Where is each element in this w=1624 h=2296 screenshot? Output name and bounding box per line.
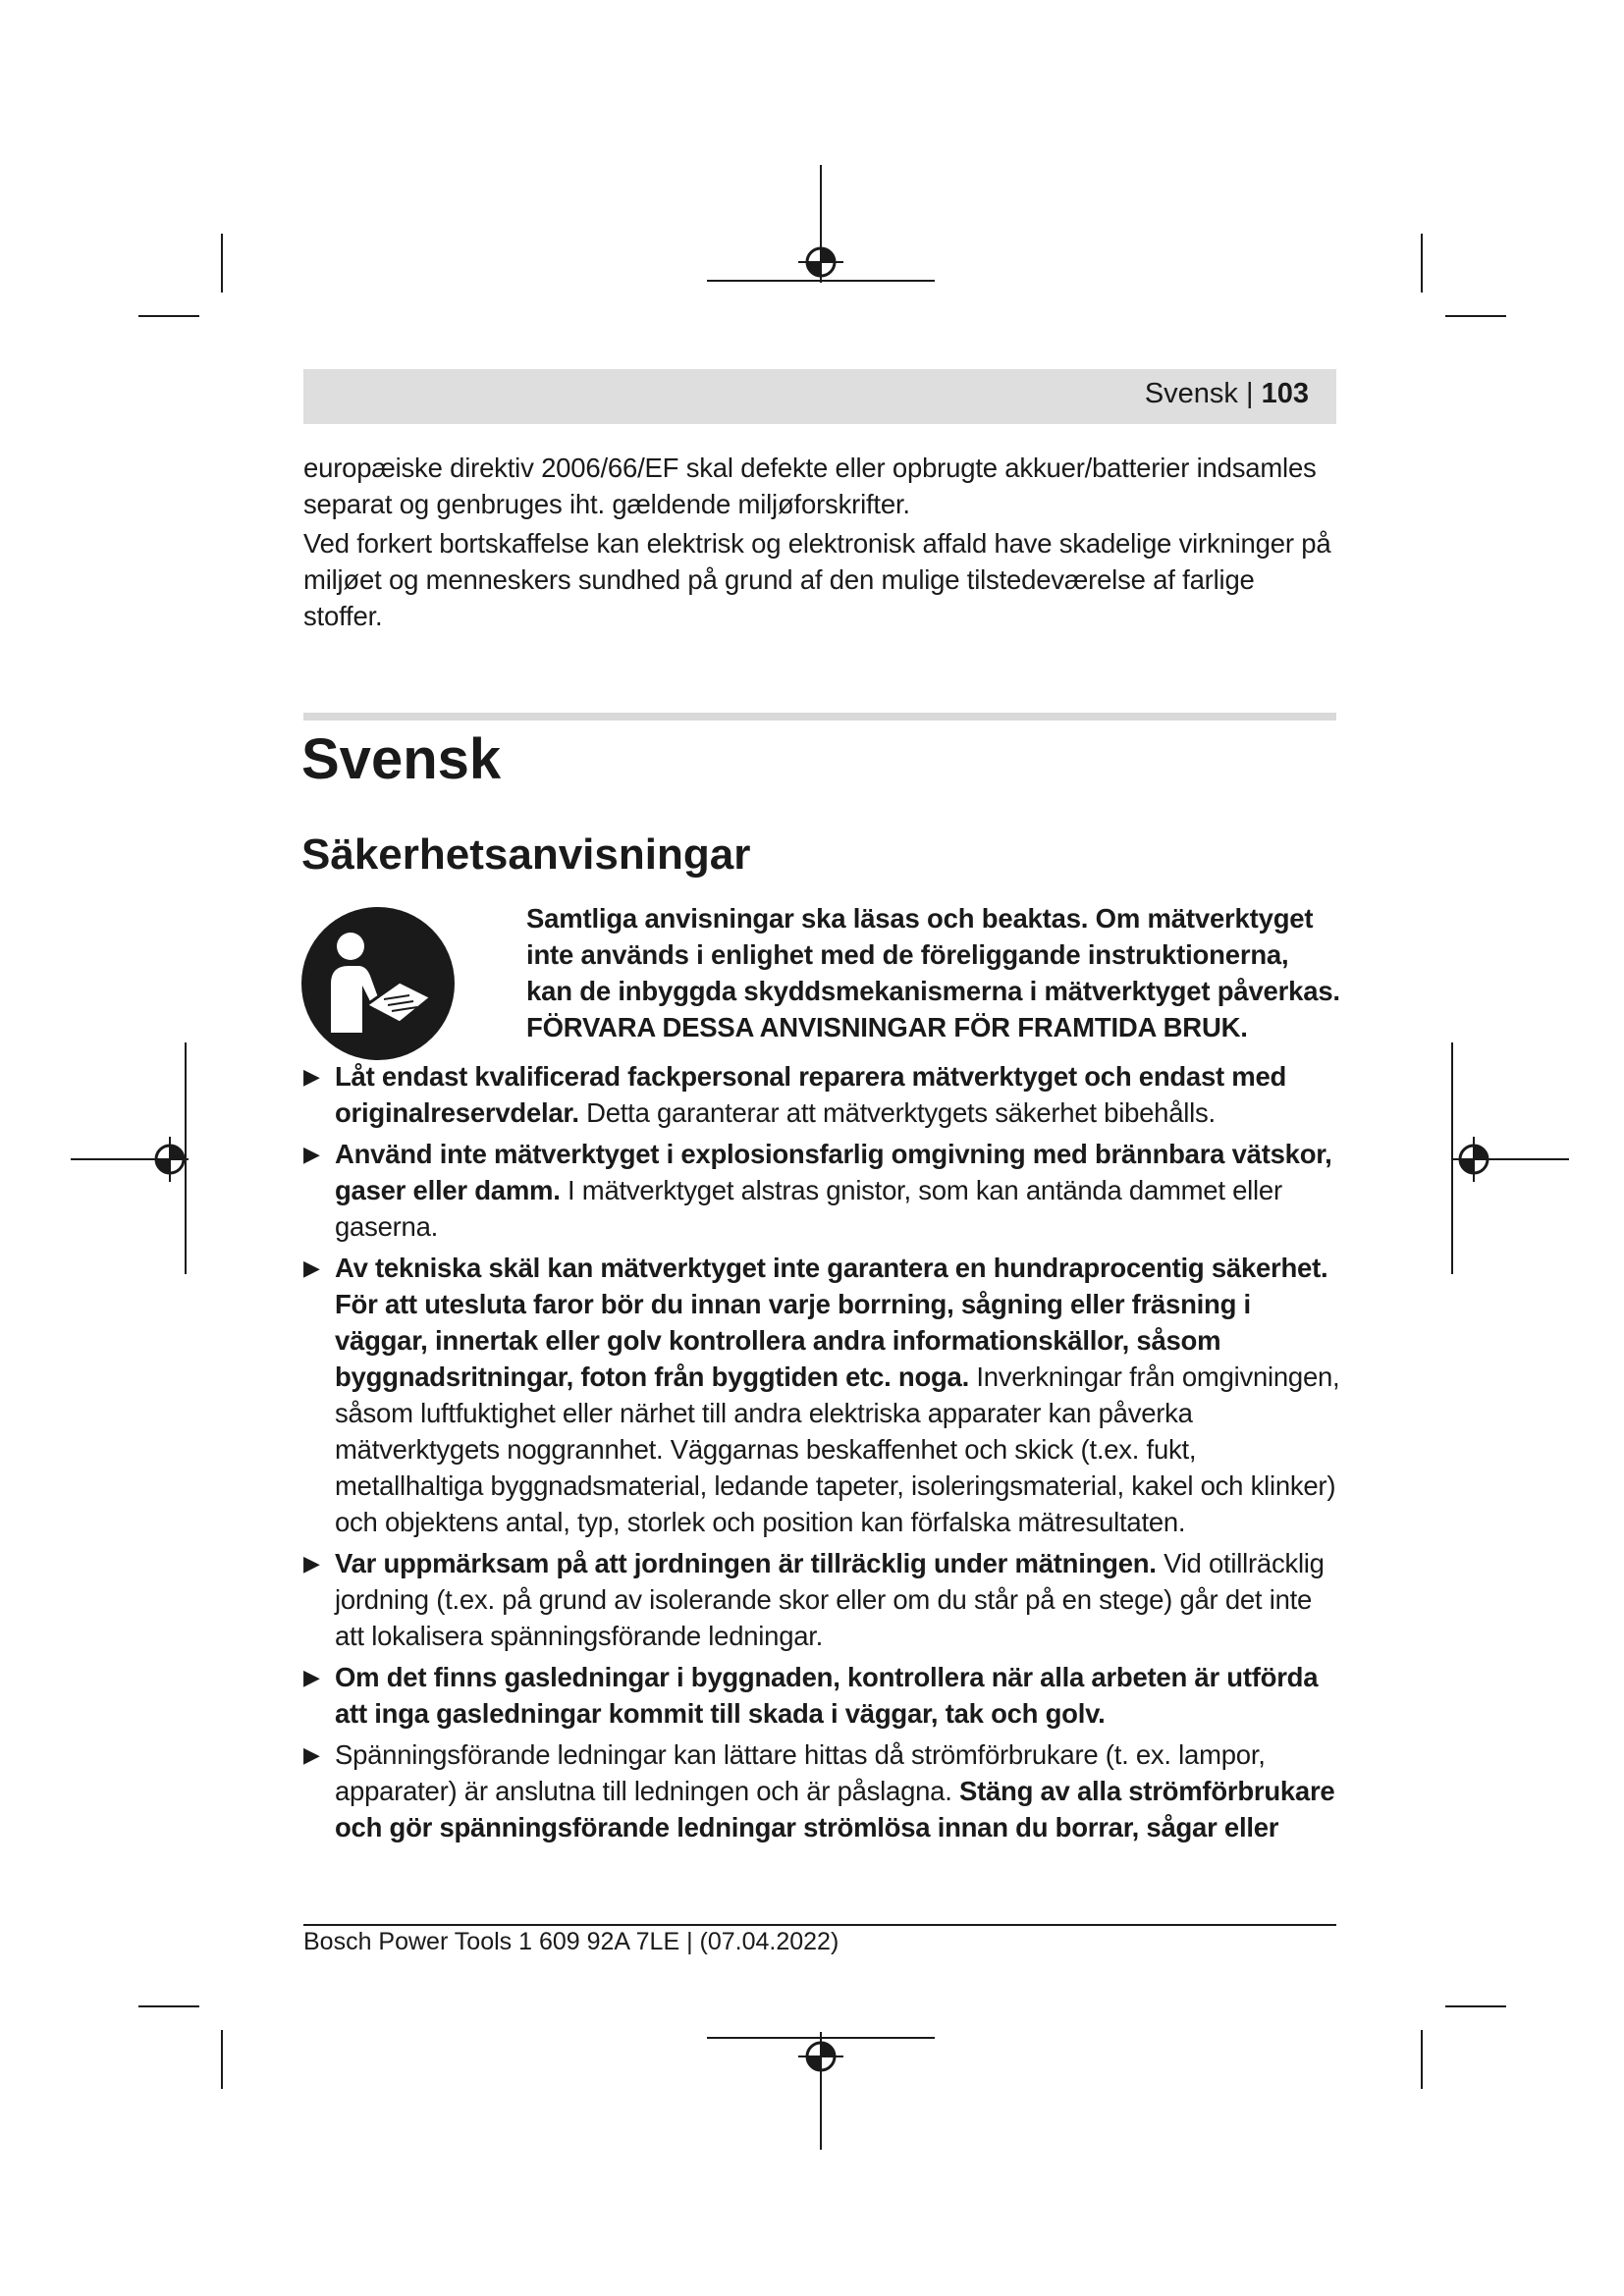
intro-caps-line: FÖRVARA DESSA ANVISNINGAR FÖR FRAMTIDA BRUK.: [526, 1012, 1248, 1042]
bullet-normal-text: Spänningsförande ledningar kan lättare hittas då strömförbrukare (t. ex. lampor, apparater) är anslutna till ledningen och är påslagna.: [335, 1739, 1266, 1806]
footer-text: Bosch Power Tools 1 609 92A 7LE | (07.04.2022): [303, 1928, 839, 1955]
crop-mark-top-left-v: [221, 234, 223, 293]
list-item: [303, 1250, 1344, 1540]
read-manual-icon: [301, 907, 455, 1060]
bullet-arrow-icon: ▶: [303, 1742, 320, 1767]
registration-mark-icon: [798, 2034, 843, 2079]
bullet-normal-text: Inverkningar från omgivningen, såsom luftfuktighet eller närhet till andra elektriska apparater kan påverka mätverktygets noggrannhet. Väggarnas beskaffenhet och skick (t.ex. fukt, metallhaltiga byggnadsmaterial, ledande tapeter, isoleringsmaterial, kakel och klinker) och objektens antal, typ, storlek och position kan förfalska mätresultaten.: [335, 1362, 1340, 1537]
list-item: [303, 1545, 1344, 1654]
list-item: [303, 1659, 1344, 1732]
crop-mark-bottom-left-h: [138, 2005, 199, 2007]
crop-mark-top-left-h: [138, 315, 199, 317]
safety-bullet-list: [303, 1058, 1344, 1850]
footer-rule: [303, 1924, 1336, 1926]
header-text: [1145, 378, 1309, 410]
bullet-arrow-icon: ▶: [303, 1142, 320, 1166]
intro-text: Samtliga anvisningar ska läsas och beaktas. Om mätverktyget inte används i enlighet med de föreliggande instruktionerna, kan de inbyggda skyddsmekanismerna i mätverktyget påverkas.: [526, 903, 1340, 1006]
header-language: Svensk: [1144, 378, 1238, 409]
section-subtitle: Säkerhetsanvisningar: [301, 830, 751, 879]
bullet-bold-text: Låt endast kvalificerad fackpersonal reparera mätverktyget och endast med originalreservdelar.: [335, 1061, 1287, 1128]
bullet-normal-text: I mätverktyget alstras gnistor, som kan antända dammet eller gaserna.: [335, 1175, 1282, 1242]
header-separator: |: [1246, 378, 1254, 409]
registration-mark-icon: [1451, 1137, 1496, 1182]
bullet-normal-text: Detta garanterar att mätverktygets säkerhet bibehålls.: [578, 1097, 1216, 1128]
section-rule: [303, 713, 1336, 721]
bullet-normal-text: Vid otillräcklig jordning (t.ex. på grund av isolerande skor eller om du står på en stege) går det inte att lokalisera spänningsförande ledningar.: [335, 1548, 1325, 1651]
page-number: 103: [1261, 378, 1309, 409]
running-header: [303, 369, 1336, 424]
bullet-bold-text: Stäng av alla strömförbrukare och gör spänningsförande ledningar strömlösa innan du borrar, sågar eller: [335, 1776, 1335, 1842]
bullet-bold-text: Om det finns gasledningar i byggnaden, kontrollera när alla arbeten är utförda att inga gasledningar kommit till skada i väggar, tak och golv.: [335, 1662, 1319, 1729]
section-title: Svensk: [301, 727, 502, 791]
safety-intro: [526, 900, 1341, 1045]
registration-mark-icon: [147, 1137, 192, 1182]
list-item: [303, 1058, 1344, 1131]
crop-mark-bottom-left-v: [221, 2030, 223, 2089]
bullet-arrow-icon: ▶: [303, 1551, 320, 1575]
continuation-paragraph-2: Ved forkert bortskaffelse kan elektrisk og elektronisk affald have skadelige virkninger på miljøet og menneskers sundhed på grund af den mulige tilstedeværelse af farlige stoffer.: [303, 528, 1331, 631]
bullet-bold-text: Av tekniska skäl kan mätverktyget inte garantera en hundraprocentig säkerhet. För att utesluta faror bör du innan varje borrning, sågning eller fräsning i väggar, innertak eller golv kontrollera andra informationskällor, såsom byggnadsritningar, foton från byggtiden etc. noga.: [335, 1253, 1328, 1392]
crop-mark-bottom-right-v: [1421, 2030, 1423, 2089]
list-item: [303, 1736, 1344, 1845]
continuation-paragraph-1: europæiske direktiv 2006/66/EF skal defekte eller opbrugte akkuer/batterier indsamles separat og genbruges iht. gældende miljøforskrifter.: [303, 453, 1317, 519]
bullet-arrow-icon: ▶: [303, 1665, 320, 1689]
crop-mark-top-right-v: [1421, 234, 1423, 293]
registration-mark-icon: [798, 240, 843, 285]
bullet-arrow-icon: ▶: [303, 1255, 320, 1280]
bullet-bold-text: Använd inte mätverktyget i explosionsfarlig omgivning med brännbara vätskor, gaser eller damm.: [335, 1139, 1332, 1205]
crop-mark-bottom-right-h: [1445, 2005, 1506, 2007]
list-item: [303, 1136, 1344, 1245]
crop-mark-top-right-h: [1445, 315, 1506, 317]
bullet-arrow-icon: ▶: [303, 1064, 320, 1089]
bullet-bold-text: Var uppmärksam på att jordningen är tillräcklig under mätningen.: [335, 1548, 1157, 1578]
